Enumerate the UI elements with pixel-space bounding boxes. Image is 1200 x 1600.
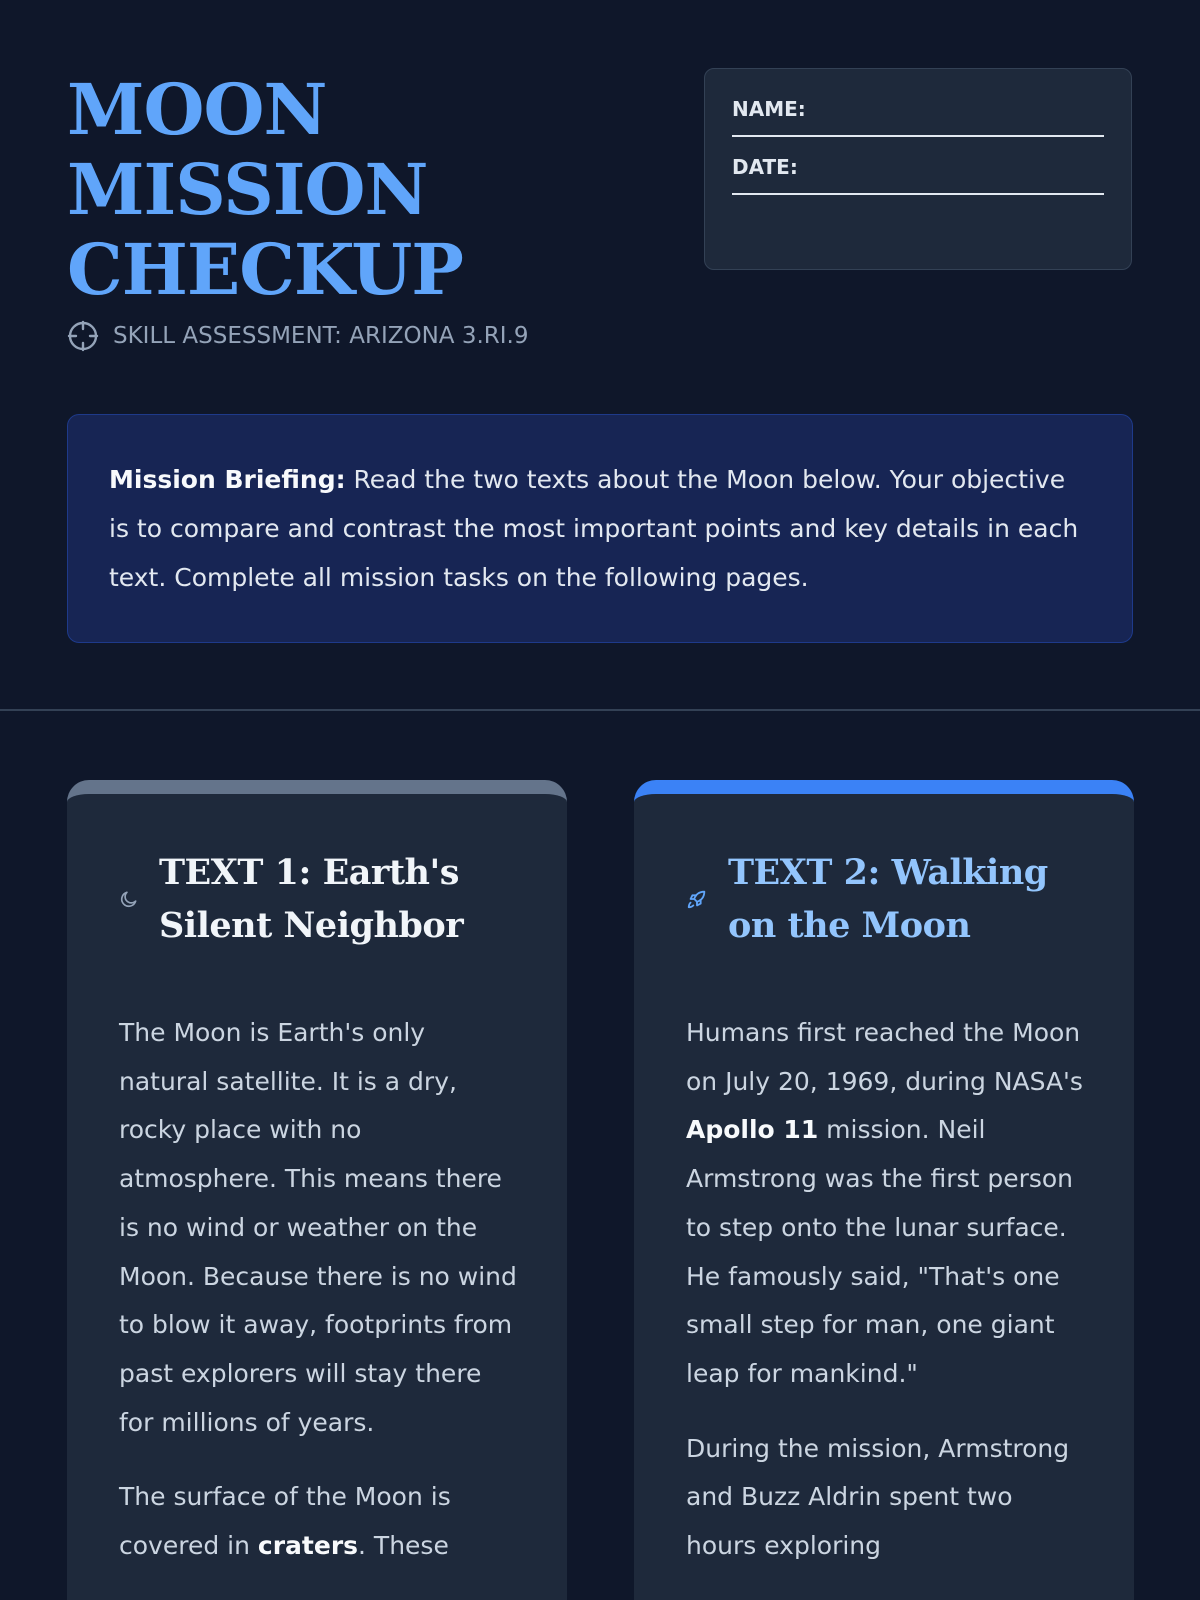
craters-term: craters bbox=[257, 1531, 359, 1561]
rocket-icon bbox=[686, 888, 708, 910]
briefing-text: Read the two texts about the Moon below. Your objective is to compare and contrast the most important points and key details in each text. Complete all mission tasks on the following pages. bbox=[109, 465, 1079, 592]
date-field[interactable] bbox=[732, 193, 1104, 195]
title-line-1: MOON bbox=[67, 68, 327, 151]
text-2-card bbox=[634, 780, 1134, 1600]
text-1-card bbox=[67, 780, 567, 1600]
text-2-title: TEXT 2: Walking on the Moon bbox=[728, 852, 1048, 946]
date-label: DATE: bbox=[732, 155, 798, 179]
name-label: NAME: bbox=[732, 97, 806, 121]
text-2-header bbox=[686, 846, 1106, 952]
text-1-p2-end: . These bbox=[358, 1531, 449, 1561]
text-2-p1-end: mission. Neil Armstrong was the first person to step onto the lunar surface. He famously said, "That's one small step for man, one giant leap for mankind." bbox=[686, 1115, 1074, 1388]
title-line-2: MISSION bbox=[67, 148, 428, 231]
text-1-title: TEXT 1: Earth's Silent Neighbor bbox=[159, 852, 464, 946]
briefing-lead: Mission Briefing: bbox=[109, 465, 346, 494]
text-2-paragraph-2: During the mission, Armstrong and Buzz Aldrin spent two hours exploring bbox=[686, 1433, 1070, 1561]
page-title bbox=[67, 70, 627, 310]
skill-label: SKILL ASSESSMENT: ARIZONA 3.RI.9 bbox=[113, 323, 529, 349]
text-1-p2-start: The surface of the Moon is covered in bbox=[119, 1482, 451, 1561]
student-info-box bbox=[704, 68, 1132, 270]
text-1-header bbox=[119, 846, 539, 952]
text-1-paragraph-1: The Moon is Earth's only natural satellite. It is a dry, rocky place with no atmosphere. This means there is no wind or weather on the Moon. Because there is no wind to blow it away, footprints from past explorers will stay there for millions of years. bbox=[119, 1018, 517, 1437]
mission-briefing bbox=[67, 414, 1133, 643]
text-2-body bbox=[686, 1009, 1086, 1597]
crosshair-icon bbox=[67, 320, 99, 352]
text-1-paragraph-2 bbox=[119, 1473, 519, 1570]
text-1-body bbox=[119, 1009, 519, 1597]
moon-icon bbox=[119, 889, 139, 909]
worksheet-header bbox=[67, 70, 1133, 360]
section-divider bbox=[0, 709, 1200, 711]
text-2-p1-start: Humans first reached the Moon on July 20, 1969, during NASA's bbox=[686, 1018, 1083, 1096]
text-2-paragraph-1 bbox=[686, 1009, 1086, 1399]
title-line-3: CHECKUP bbox=[67, 228, 463, 311]
name-field[interactable] bbox=[732, 135, 1104, 137]
skill-assessment bbox=[67, 320, 529, 352]
apollo-11-term: Apollo 11 bbox=[686, 1115, 819, 1145]
